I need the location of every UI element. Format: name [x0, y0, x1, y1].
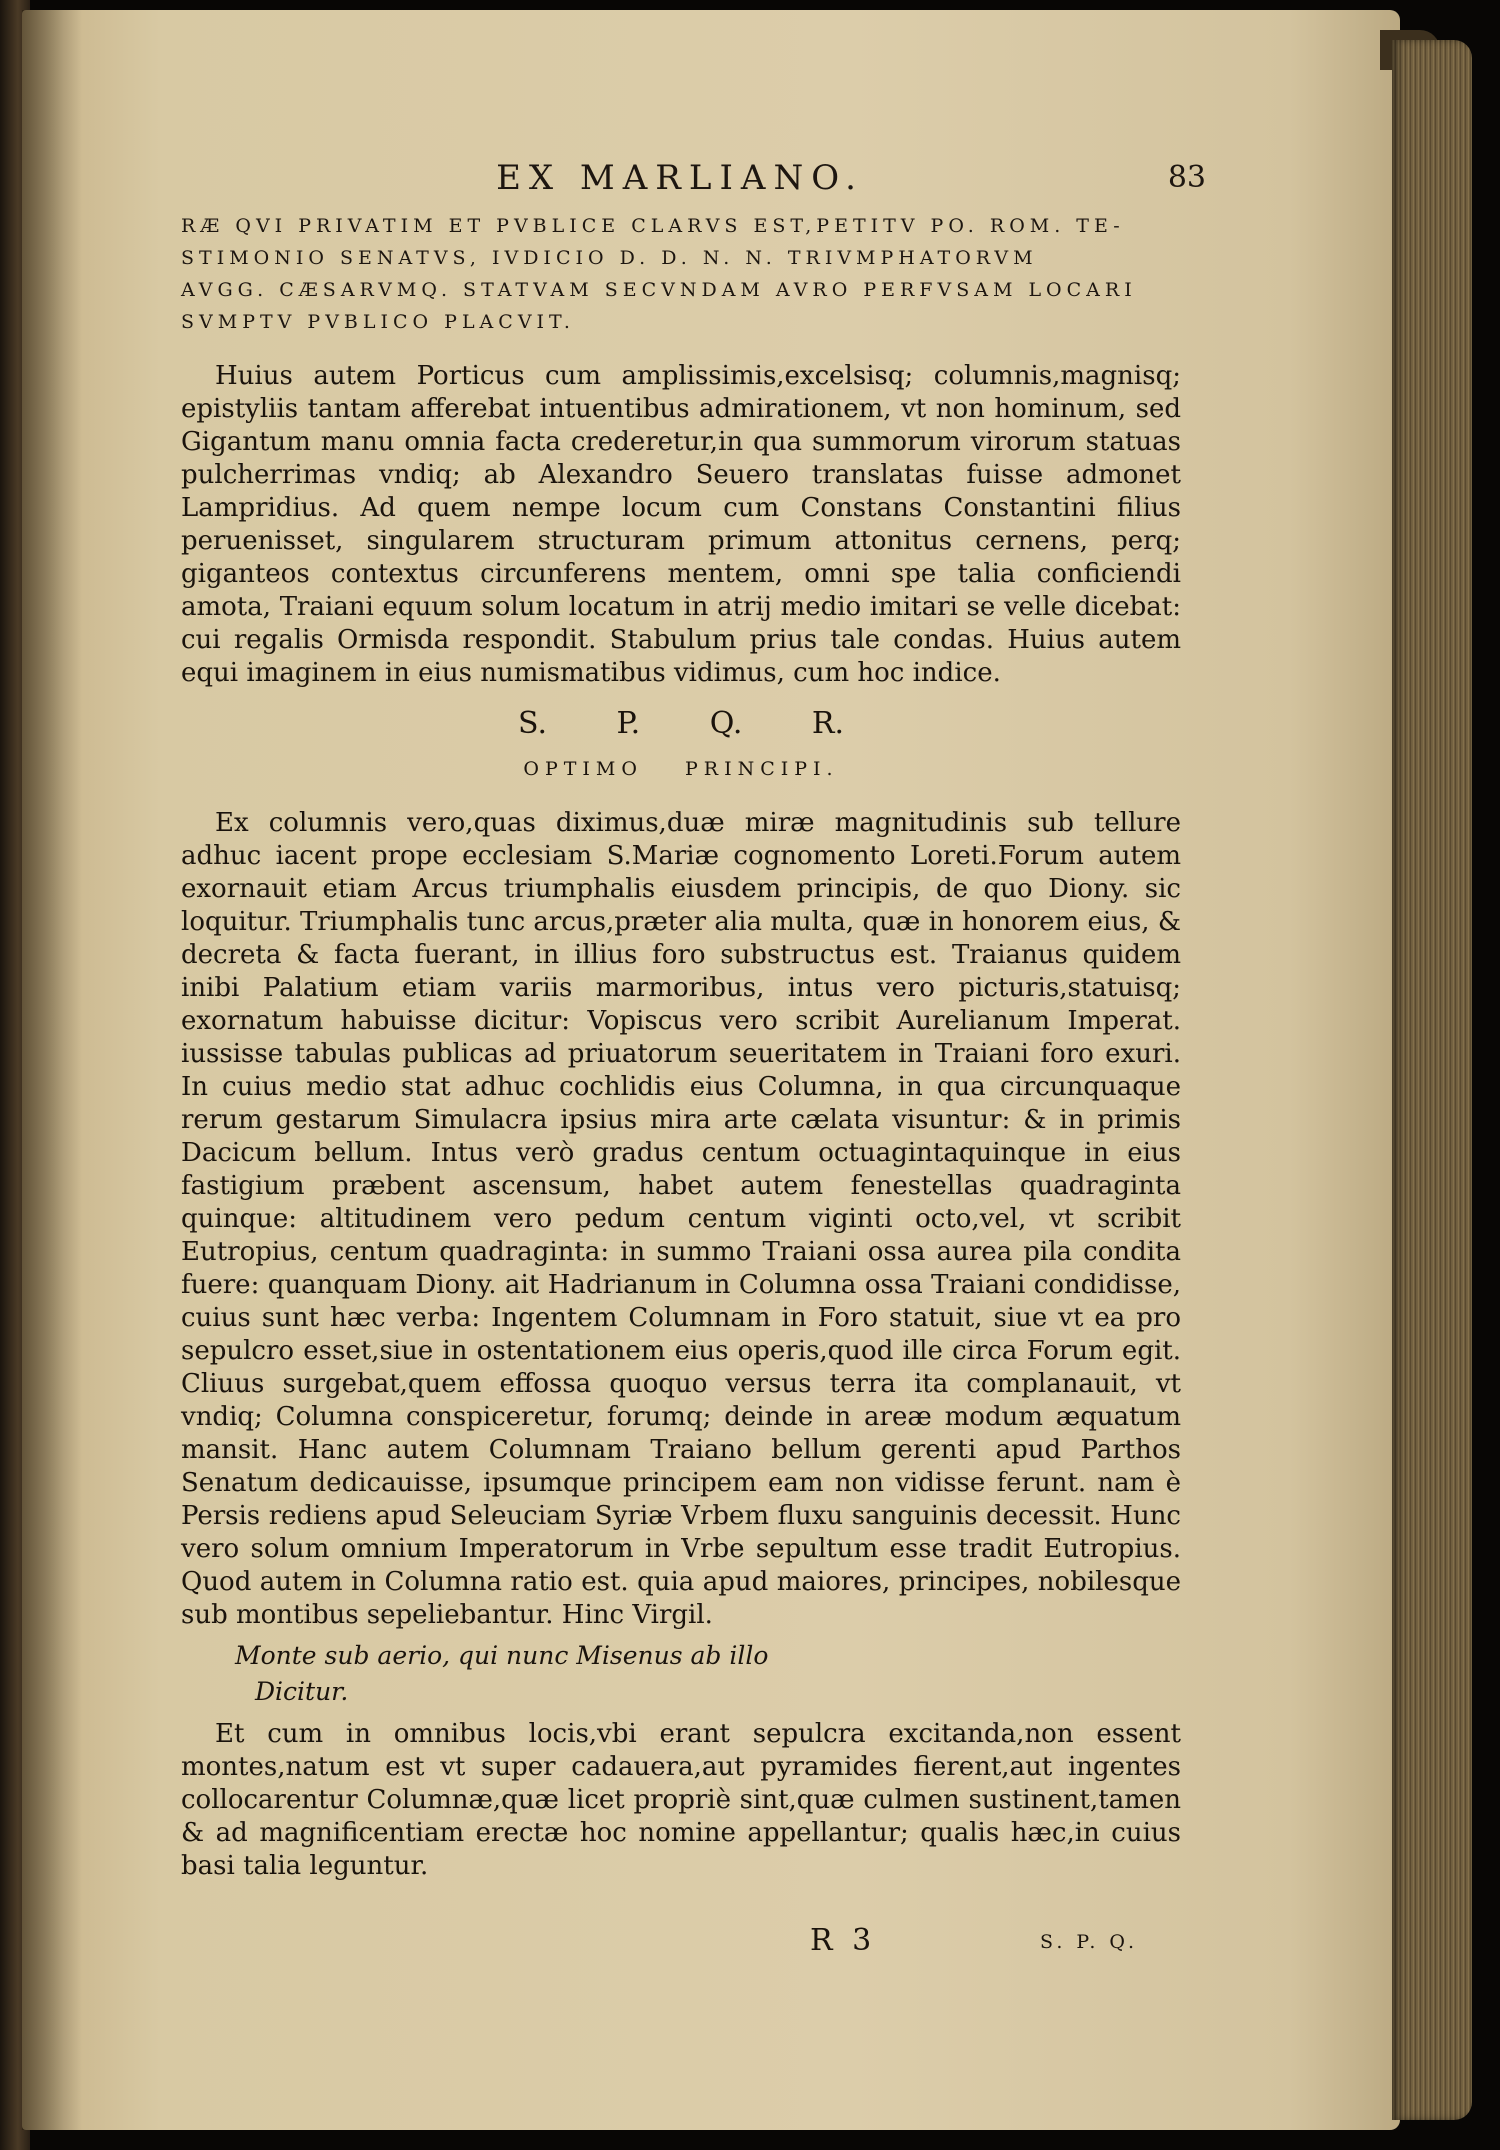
paragraph-sepulchres [181, 1718, 1181, 1883]
paragraph-columns [181, 807, 1181, 1632]
signature-mark: R 3 [810, 1923, 872, 1958]
inscription-line: RÆ QVI PRIVATIM ET PVBLICE CLARVS EST,PETITV PO. ROM. TE- [181, 215, 1125, 237]
coin-legend-spqr: S. P. Q. R. [517, 706, 845, 741]
running-title: EX MARLIANO. [496, 158, 864, 198]
paragraph-text: Ex columnis vero,quas diximus,duæ miræ magnitudinis sub tellure adhuc iacent prope ecclesiam S.Mariæ cognomento Loreti.Forum autem exornauit etiam Arcus triumphalis eiusdem principis, de quo Diony. sic loquitur. Triumphalis tunc arcus,præter alia multa, quæ in honorem eius, & decreta & facta fuerant, in illius foro substructus est. Traianus quidem inibi Palatium etiam variis marmoribus, intus vero picturis,statuisq; exornatum habuisse dicitur: Vopiscus vero scribit Aurelianum Imperat. iussisse tabulas publicas ad priuatorum seueritatem in Traiani foro exuri. In cuius medio stat adhuc cochlidis eius Columna, in qua circunquaque rerum gestarum Simulacra ipsius mira arte cælata visuntur: & in primis Dacicum bellum. Intus verò gradus centum octuagintaquinque in eius fastigium præbent ascensum, habet autem fenestellas quadraginta quinque: altitudinem vero pedum centum viginti octo,vel, vt scribit Eutropius, centum quadraginta: in summo Traiani ossa aurea pila condita fuere: quanquam Diony. ait Hadrianum in Columna ossa Traiani condidisse, cuius sunt hæc verba: Ingentem Columnam in Foro statuit, siue vt ea pro sepulcro esset,siue in ostentationem eius operis,quod ille circa Forum egit. Cliuus surgebat,quem effossa quoquo versus terra ita complanauit, vt vndiq; Columna conspiceretur, forumq; deinde in areæ modum æquatum mansit. Hanc autem Columnam Traiano bellum gerenti apud Parthos Senatum dedicauisse, ipsumque principem eam non vidisse ferunt. nam è Persis rediens apud Seleuciam Syriæ Vrbem fluxu sanguinis decessit. Hunc vero solum omnium Imperatorum in Vrbe sepultum esse tradit Eutropius. Quod autem in Columna ratio est. quia apud maiores, principes, nobilesque sub montibus sepeliebantur. Hinc Virgil. [181, 808, 1181, 1630]
inscription-line: SVMPTV PVBLICO PLACVIT. [181, 311, 575, 333]
inscription-line: STIMONIO SENATVS, IVDICIO D. D. N. N. TRIVMPHATORVM [181, 247, 1038, 269]
paragraph-porticus [181, 360, 1181, 690]
catchword: S. P. Q. [1040, 1931, 1139, 1953]
folio-number: 83 [1167, 160, 1206, 195]
verse-quote [235, 1638, 935, 1710]
page-fore-edge [1392, 40, 1472, 2120]
coin-legend-optimo: OPTIMO PRINCIPI. [523, 758, 839, 780]
page-footer [180, 1923, 1180, 1963]
paragraph-text: Et cum in omnibus locis,vbi erant sepulcra excitanda,non essent montes,natum est vt super cadauera,aut pyramides fierent,aut ingentes collocarentur Columnæ,quæ licet propriè sint,quæ culmen sustinent,tamen & ad magnificentiam erectæ hoc nomine appellantur; qualis hæc,in cuius basi talia leguntur. [181, 1719, 1181, 1881]
verse-line: Dicitur. [255, 1677, 349, 1706]
verse-line: Monte sub aerio, qui nunc Misenus ab illo [235, 1641, 769, 1670]
gutter-shadow [22, 10, 82, 2130]
page-header [180, 158, 1206, 198]
paragraph-text: Huius autem Porticus cum amplissimis,excelsisq; columnis,magnisq; epistyliis tantam afferebat intuentibus admirationem, vt non hominum, sed Gigantum manu omnia facta crederetur,in qua summorum virorum statuas pulcherrimas vndiq; ab Alexandro Seuero translatas fuisse admonet Lampridius. Ad quem nempe locum cum Constans Constantini filius peruenisset, singularem structuram primum attonitus cernens, perq; giganteos contextus circunferens mentem, omni spe talia conficiendi amota, Traiani equum solum locatum in atrij medio imitari se velle dicebat: cui regalis Ormisda respondit. Stabulum prius tale condas. Huius autem equi imaginem in eius numismatibus vidimus, cum hoc indice. [181, 361, 1181, 688]
inscription-line: AVGG. CÆSARVMQ. STATVAM SECVNDAM AVRO PERFVSAM LOCARI [181, 279, 1137, 301]
inscription-block [181, 210, 1181, 338]
